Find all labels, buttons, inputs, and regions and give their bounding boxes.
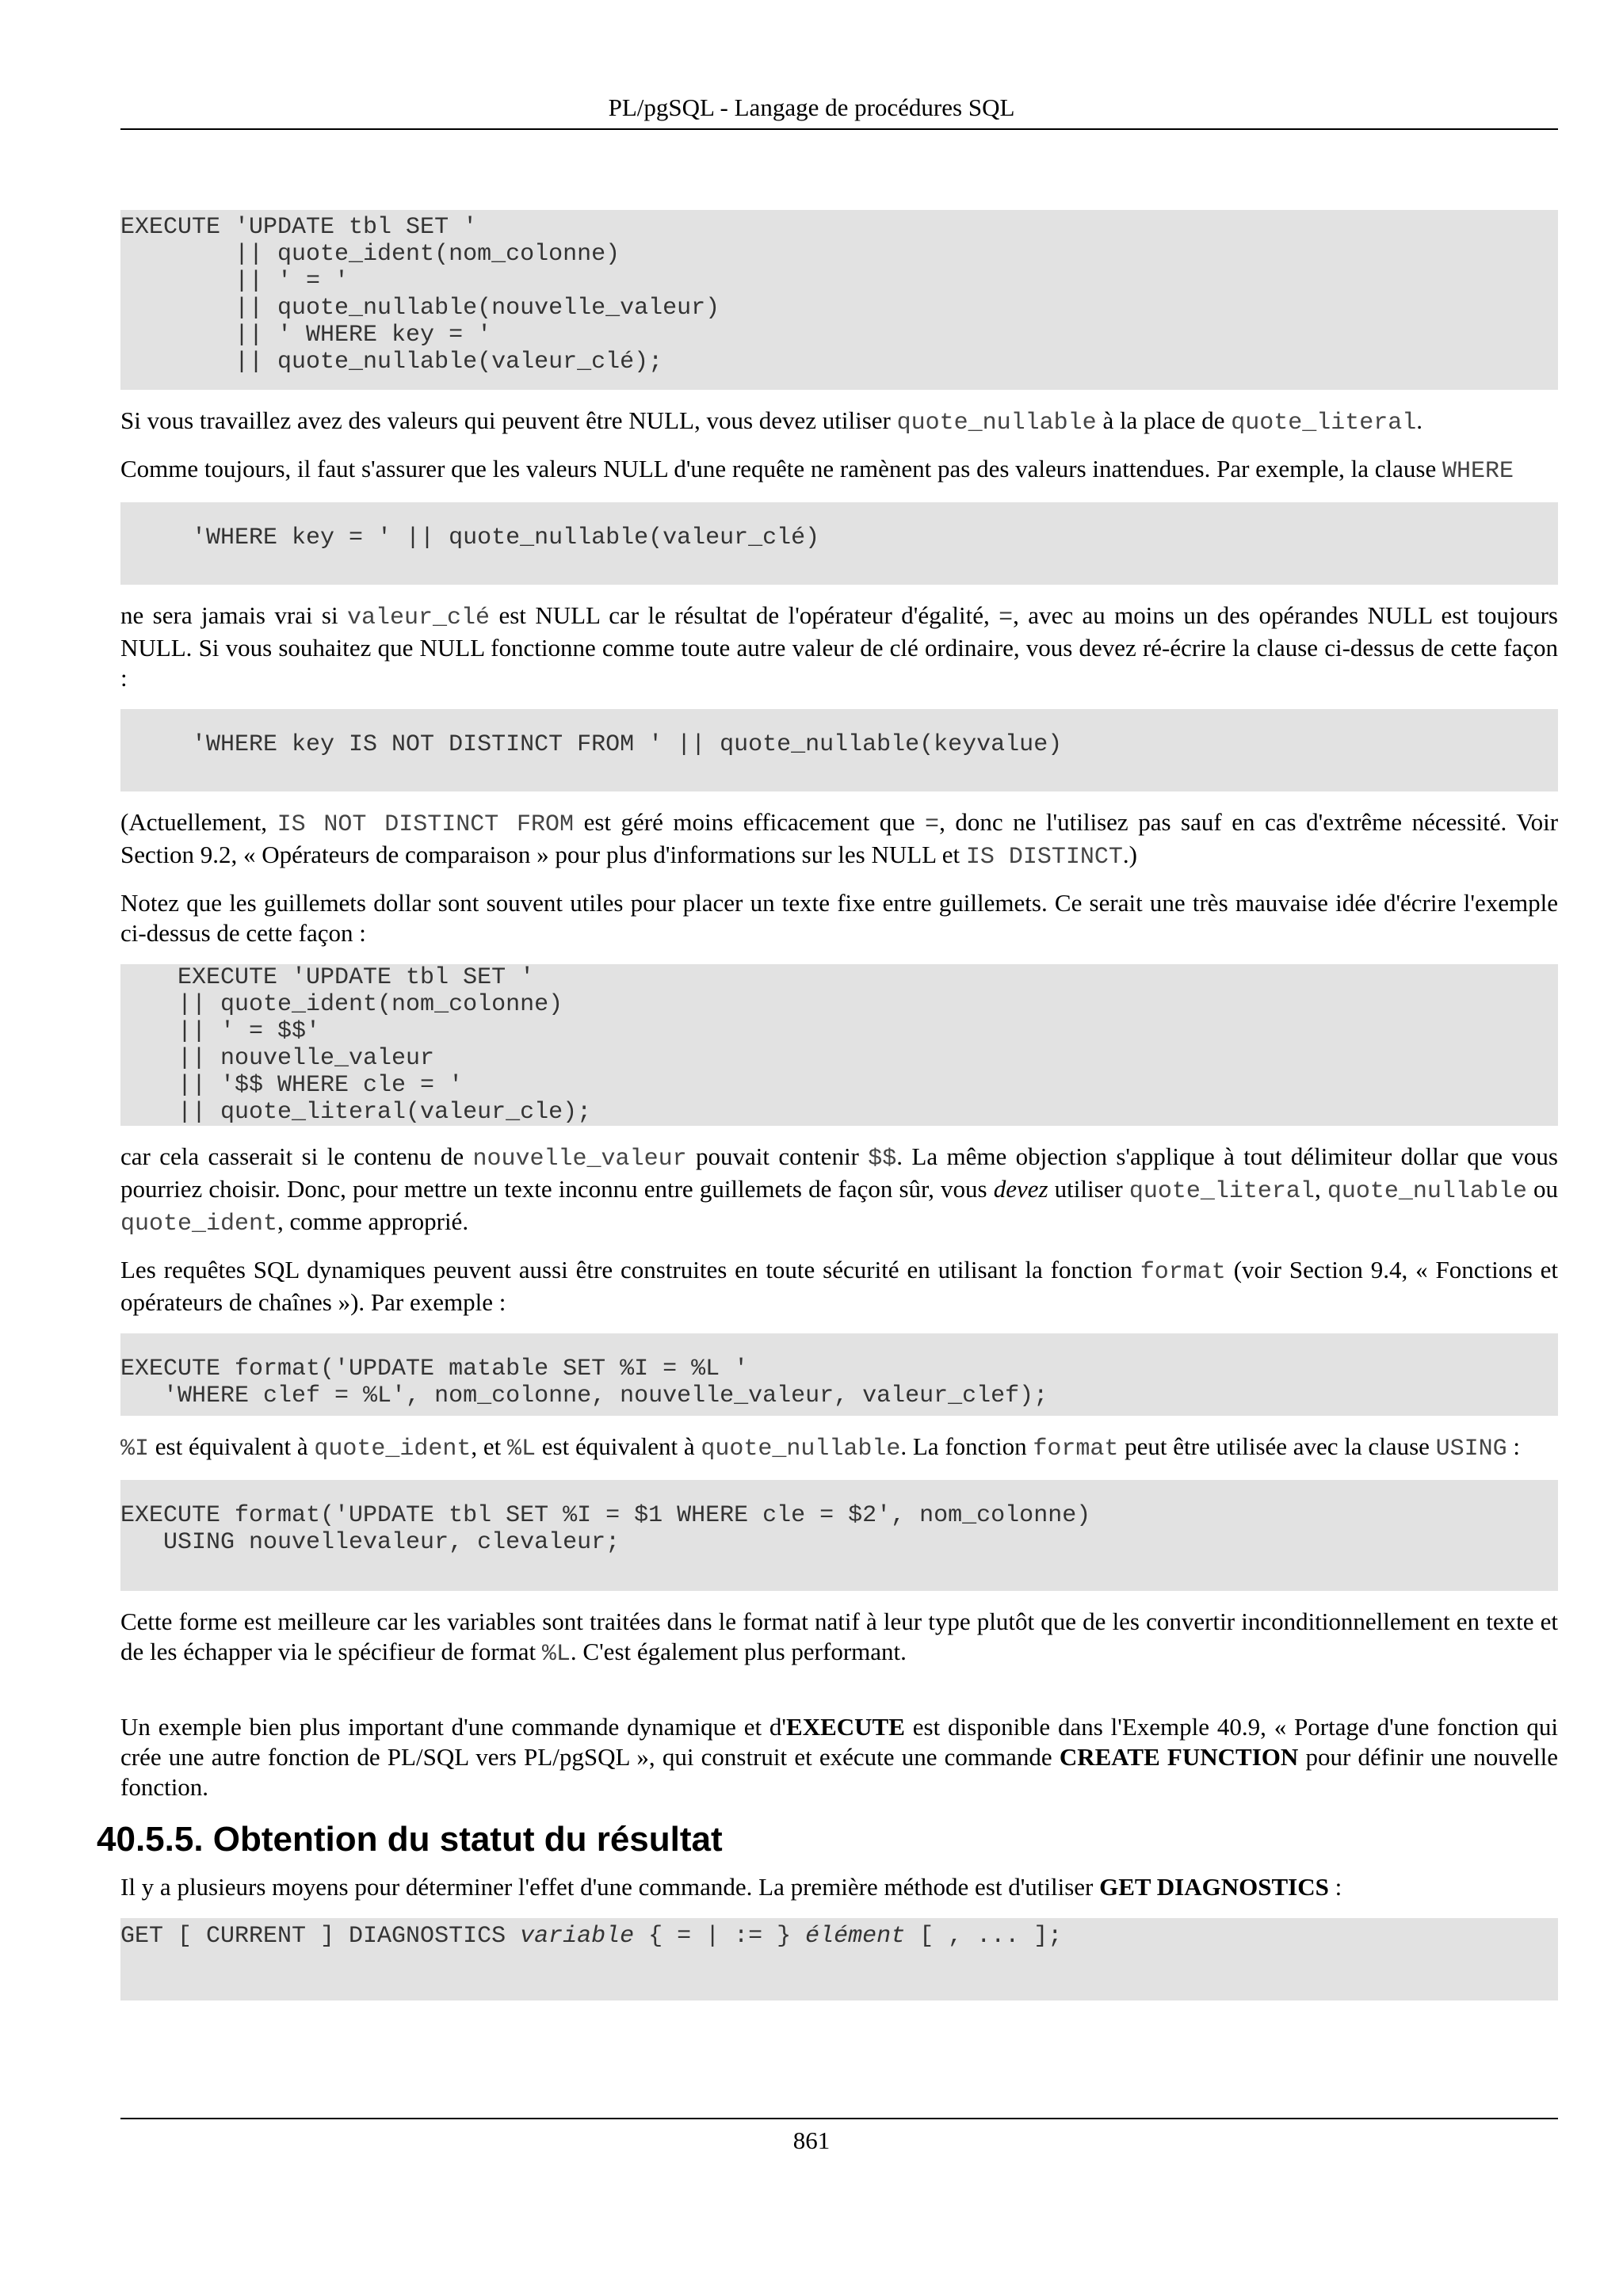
code-block-dollar-quote-example: EXECUTE 'UPDATE tbl SET ' || quote_ident(nom_colonne) || ' = $$' || nouvelle_valeur || '$$ WHERE cle = ' || quote_literal(valeur_cle); <box>120 964 1558 1126</box>
paragraph-equality-operator: ne sera jamais vrai si valeur_clé est NULL car le résultat de l'opérateur d'égalité, =, avec au moins un des opérandes NULL est toujours NULL. Si vous souhaitez que NULL fonctionne comme toute autre valeur de clé ordinaire, vous devez ré-écrire la clause ci-dessus de cette façon : <box>120 601 1558 692</box>
paragraph-null-values: Si vous travaillez avez des valeurs qui peuvent être NULL, vous devez utiliser quote_nullable à la place de quote_literal. <box>120 406 1423 437</box>
header-rule <box>120 128 1558 130</box>
code-block-get-diagnostics-syntax: GET [ CURRENT ] DIAGNOSTICS variable { = | := } élément [ , ... ]; <box>120 1918 1558 2000</box>
paragraph-format-function: Les requêtes SQL dynamiques peuvent aussi être construites en toute sécurité en utilisant la fonction format (voir Section 9.4, « Fonctions et opérateurs de chaînes »). Par exemple : <box>120 1256 1559 1316</box>
running-header: PL/pgSQL - Langage de procédures SQL <box>608 93 1015 121</box>
paragraph-where-clause: Comme toujours, il faut s'assurer que les valeurs NULL d'une requête ne ramènent pas des valeurs inattendues. Par exemple, la clause WHERE <box>120 455 1514 485</box>
paragraph-format-benefits: Cette forme est meilleure car les variables sont traitées dans le format natif à leur type plutôt que de les convertir inconditionnellement en texte et de les échapper via le spécifieur de format %L. C'est également plus performant. <box>120 1608 1558 1668</box>
paragraph-get-diagnostics: Il y a plusieurs moyens pour déterminer l'effet d'une commande. La première méthode est d'utiliser GET DIAGNOSTICS : <box>120 1873 1342 1901</box>
code-block-where-key: 'WHERE key = ' || quote_nullable(valeur_clé) <box>120 502 1558 585</box>
paragraph-dynamic-example: Un exemple bien plus important d'une commande dynamique et d'EXECUTE est disponible dans l'Exemple 40.9, « Portage d'une fonction qui crée une autre fonction de PL/SQL vers PL/pgSQL », qui construit et exécute une commande CREATE FUNCTION pour définir une nouvelle fonction. <box>120 1713 1558 1801</box>
paragraph-format-equivalents: %I est équivalent à quote_ident, et %L est équivalent à quote_nullable. La fonction format peut être utilisée avec la clause USING : <box>120 1432 1521 1463</box>
page-body <box>97 210 1559 2016</box>
code-block-format-using: EXECUTE format('UPDATE tbl SET %I = $1 WHERE cle = $2', nom_colonne) USING nouvellevaleur, clevaleur; <box>120 1480 1558 1591</box>
footer-rule <box>120 2118 1558 2119</box>
paragraph-dollar-objection: car cela casserait si le contenu de nouvelle_valeur pouvait contenir $$. La même objection s'applique à tout délimiteur dollar que vous pourriez choisir. Donc, pour mettre un texte inconnu entre guillemets de façon sûr, vous devez utiliser quote_literal, quote_nullable ou quote_ident, comme approprié. <box>120 1142 1559 1238</box>
paragraph-dollar-quoting: Notez que les guillemets dollar sont souvent utiles pour placer un texte fixe entre guillemets. Ce serait une très mauvaise idée d'écrire l'exemple ci-dessus de cette façon : <box>120 889 1558 947</box>
code-block-format-example: EXECUTE format('UPDATE matable SET %I = %L ' 'WHERE clef = %L', nom_colonne, nouvelle_valeur, valeur_clef); <box>120 1333 1558 1416</box>
page-number: 861 <box>792 2126 831 2154</box>
code-block-not-distinct: 'WHERE key IS NOT DISTINCT FROM ' || quote_nullable(keyvalue) <box>120 709 1558 791</box>
paragraph-not-distinct-note: (Actuellement, IS NOT DISTINCT FROM est géré moins efficacement que =, donc ne l'utilisez pas sauf en cas d'extrême nécessité. Voir Section 9.2, « Opérateurs de comparaison » pour plus d'informations sur les NULL et IS DISTINCT.) <box>120 808 1559 871</box>
section-heading: 40.5.5. Obtention du statut du résultat <box>97 1820 723 1859</box>
code-block-update-quote: EXECUTE 'UPDATE tbl SET ' || quote_ident(nom_colonne) || ' = ' || quote_nullable(nouvelle_valeur) || ' WHERE key = ' || quote_nullable(valeur_clé); <box>120 210 1558 390</box>
